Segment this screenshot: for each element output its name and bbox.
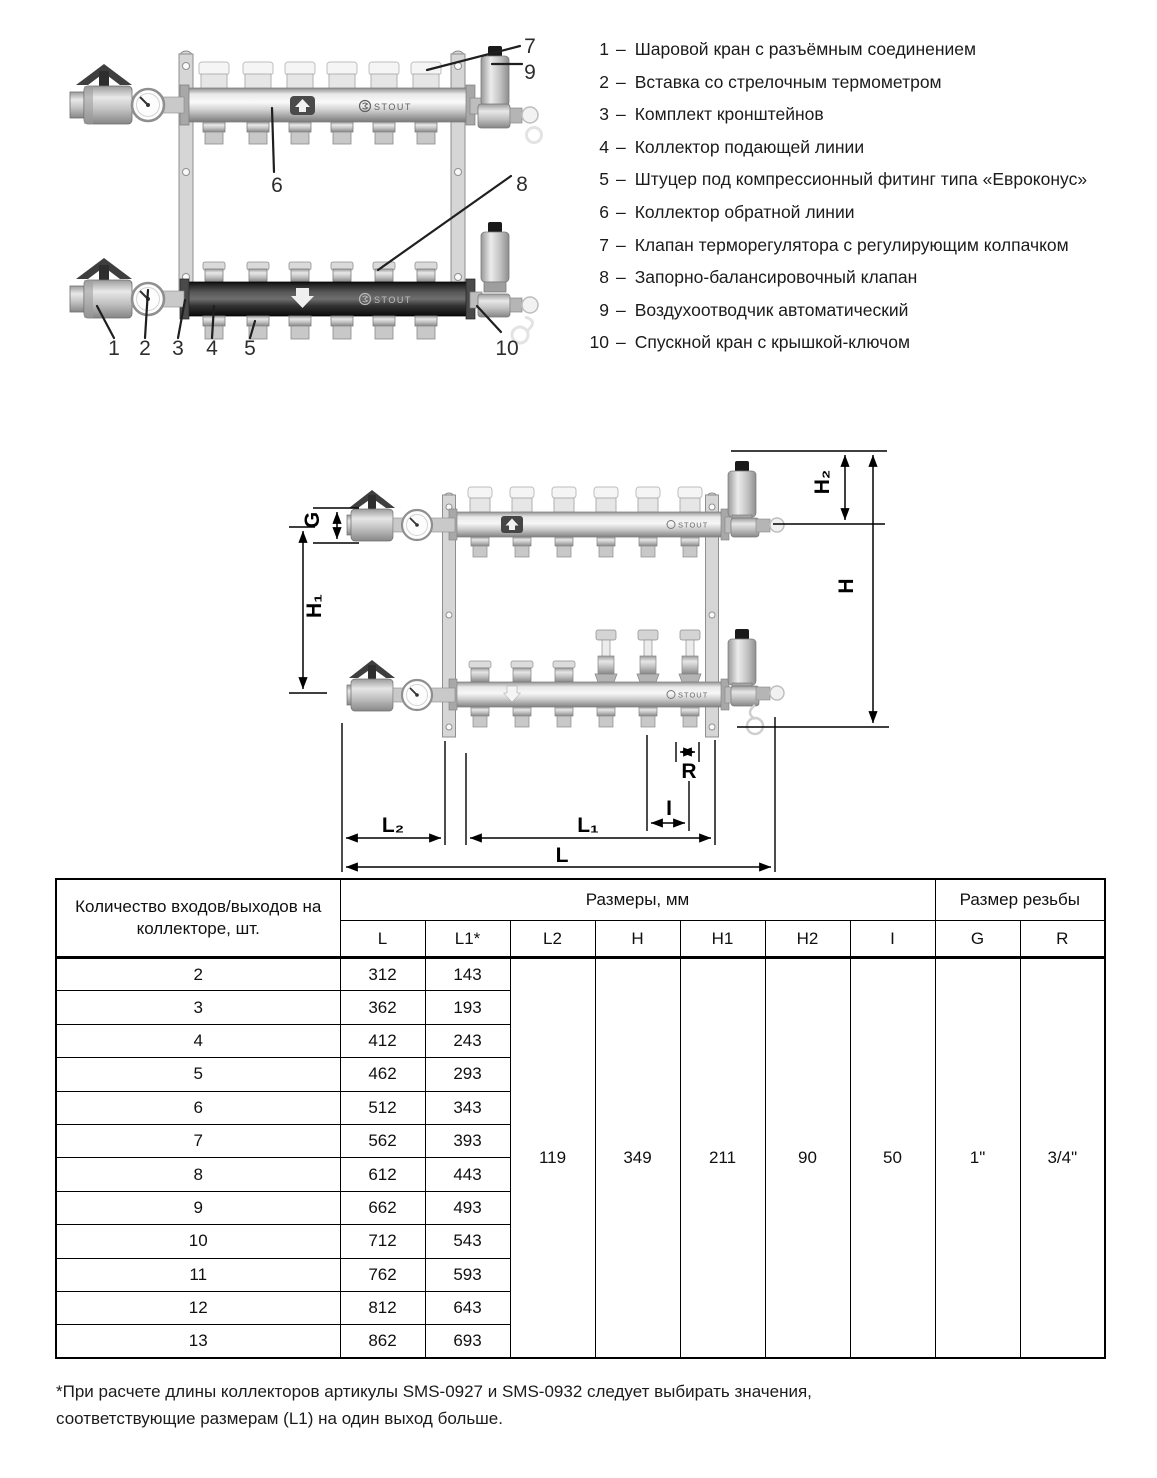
table-group-thread: Размер резьбы	[935, 879, 1105, 921]
cell-L: 712	[340, 1225, 425, 1258]
callout-5: 5	[244, 337, 256, 360]
cell-L1: 193	[425, 991, 510, 1024]
legend-list	[585, 33, 1150, 359]
cell-L1: 243	[425, 1024, 510, 1057]
cell-L: 562	[340, 1124, 425, 1157]
drawing-bottom-bar	[449, 630, 729, 727]
table-subcol-header: H2	[765, 921, 850, 958]
cell-L: 462	[340, 1058, 425, 1091]
cell-L1: 343	[425, 1091, 510, 1124]
legend-item-dash: –	[616, 71, 626, 92]
ball-valve-bottom	[70, 258, 184, 318]
table-subcol-header: L2	[510, 921, 595, 958]
cell-merged-R: 3/4"	[1020, 958, 1105, 1359]
legend-item-dash: –	[616, 39, 626, 59]
callout-8: 8	[516, 173, 528, 196]
drawing-brand-bottom: STOUT	[678, 690, 709, 700]
legend-item-number: 9	[599, 299, 609, 320]
legend-item-number: 8	[599, 267, 609, 288]
drawing-vent-top	[725, 461, 784, 537]
table-subcol-header: I	[850, 921, 935, 958]
cell-count: 10	[56, 1225, 340, 1258]
table-subcol-header: R	[1020, 921, 1105, 958]
drawing-top-bar	[449, 487, 729, 557]
cell-count: 2	[56, 958, 340, 991]
ball-valve-top	[70, 64, 184, 124]
legend-item	[585, 326, 1150, 359]
cell-merged-H1: 211	[680, 958, 765, 1359]
cell-L: 412	[340, 1024, 425, 1057]
callout-9: 9	[524, 61, 536, 84]
legend-item-text: Воздухоотводчик автоматический	[634, 299, 909, 320]
dim-label-R: R	[681, 760, 697, 783]
dim-label-L: L	[555, 844, 569, 867]
legend-item	[585, 66, 1150, 99]
dim-label-H: H	[835, 578, 858, 594]
cell-L1: 443	[425, 1158, 510, 1191]
legend-item-text: Шаровой кран с разъёмным соединением	[634, 39, 977, 59]
footnote	[56, 1378, 812, 1432]
legend-item	[585, 131, 1150, 164]
footnote-line1: *При расчете длины коллекторов артикулы SMS-0927 и SMS-0932 следует выбирать значения,	[56, 1382, 812, 1401]
cell-L1: 393	[425, 1124, 510, 1157]
cell-merged-L2: 119	[510, 958, 595, 1359]
callout-2: 2	[139, 337, 151, 360]
cell-L: 512	[340, 1091, 425, 1124]
brand-text-top: STOUT	[374, 102, 412, 112]
legend-item-text: Спускной кран с крышкой-ключом	[634, 332, 910, 353]
cell-L1: 643	[425, 1291, 510, 1324]
drawing-valve-top	[347, 490, 455, 541]
legend-item-dash: –	[616, 332, 626, 353]
cell-L: 362	[340, 991, 425, 1024]
cell-count: 3	[56, 991, 340, 1024]
legend-item-text: Коллектор обратной линии	[634, 201, 855, 222]
cell-count: 8	[56, 1158, 340, 1191]
legend-item-text: Клапан терморегулятора с регулирующим колпачком	[634, 234, 1069, 255]
dim-label-H2: H₂	[811, 469, 834, 495]
table-body	[56, 958, 1105, 1359]
cell-merged-G: 1"	[935, 958, 1020, 1359]
legend-item-number: 3	[599, 104, 609, 125]
dim-label-H1: H₁	[303, 594, 326, 618]
legend-item-dash: –	[616, 201, 626, 222]
callout-10: 10	[495, 337, 519, 360]
cell-L: 762	[340, 1258, 425, 1291]
legend-item	[585, 261, 1150, 294]
legend-item-number: 5	[599, 169, 609, 190]
cell-L1: 693	[425, 1325, 510, 1358]
dim-label-G: G	[301, 511, 324, 529]
cell-merged-H2: 90	[765, 958, 850, 1359]
legend-item	[585, 229, 1150, 262]
dim-label-I: I	[666, 797, 672, 820]
callout-6: 6	[271, 174, 283, 197]
cell-count: 5	[56, 1058, 340, 1091]
table-subcol-header: L	[340, 921, 425, 958]
legend-item	[585, 98, 1150, 131]
cell-L1: 143	[425, 958, 510, 991]
legend-item-dash: –	[616, 267, 626, 288]
legend-item-number: 6	[599, 201, 609, 222]
legend-item-dash: –	[616, 136, 626, 157]
cell-merged-H: 349	[595, 958, 680, 1359]
table-subcol-header: L1*	[425, 921, 510, 958]
drawing-valve-bottom	[347, 660, 455, 711]
table-row	[56, 958, 1105, 991]
table-subcol-header: G	[935, 921, 1020, 958]
cell-L1: 293	[425, 1058, 510, 1091]
supply-manifold-bar	[180, 262, 475, 339]
legend-item-text: Штуцер под компрессионный фитинг типа «Евроконус»	[634, 169, 1088, 190]
legend-item-number: 1	[599, 39, 609, 59]
legend-item-text: Коллектор подающей линии	[634, 136, 865, 157]
legend-item-number: 7	[599, 234, 609, 255]
cell-count: 7	[56, 1124, 340, 1157]
legend-item-text: Запорно-балансировочный клапан	[634, 267, 918, 288]
cell-count: 9	[56, 1191, 340, 1224]
cell-merged-I: 50	[850, 958, 935, 1359]
dim-label-L2: L₂	[381, 814, 405, 837]
cell-count: 12	[56, 1291, 340, 1324]
legend-item-dash: –	[616, 169, 626, 190]
legend-item-number: 2	[599, 71, 609, 92]
cell-L: 662	[340, 1191, 425, 1224]
cell-count: 13	[56, 1325, 340, 1358]
brand-text-bottom: STOUT	[374, 295, 412, 305]
return-manifold-bar	[180, 62, 475, 144]
table-subcol-header: H1	[680, 921, 765, 958]
drawing-up-arrow-icon	[501, 516, 523, 533]
legend-item-dash: –	[616, 104, 626, 125]
cell-count: 11	[56, 1258, 340, 1291]
legend-item	[585, 196, 1150, 229]
table-subcol-header: H	[595, 921, 680, 958]
legend-item-number: 4	[599, 136, 609, 157]
drawing-brand-top: STOUT	[678, 520, 709, 530]
dimension-drawing	[285, 435, 905, 877]
drain-valve-bottom	[470, 222, 538, 343]
flow-direction-up-icon	[290, 96, 315, 115]
footnote-line2: соответствующие размерам (L1) на один выход больше.	[56, 1409, 503, 1428]
callout-7: 7	[524, 35, 536, 58]
cell-L: 862	[340, 1325, 425, 1358]
callout-4: 4	[206, 337, 218, 360]
legend-item-dash: –	[616, 299, 626, 320]
cell-L: 612	[340, 1158, 425, 1191]
legend-item-text: Комплект кронштейнов	[634, 104, 824, 125]
bracket-right	[451, 51, 465, 292]
legend-item-text: Вставка со стрелочным термометром	[634, 71, 942, 92]
legend-item	[585, 163, 1150, 196]
cell-L1: 493	[425, 1191, 510, 1224]
dimensions-table	[55, 878, 1106, 1359]
legend-item-dash: –	[616, 234, 626, 255]
dim-label-L1: L₁	[577, 814, 599, 837]
cell-L1: 593	[425, 1258, 510, 1291]
cell-L: 312	[340, 958, 425, 991]
callout-3: 3	[172, 337, 184, 360]
table-group-sizes: Размеры, мм	[340, 879, 935, 921]
cell-L: 812	[340, 1291, 425, 1324]
legend-item-number: 10	[589, 332, 609, 353]
table-header-count: Количество входов/выходов на коллекторе, шт.	[56, 879, 340, 958]
legend-item	[585, 294, 1150, 327]
callout-1: 1	[108, 337, 120, 360]
cell-count: 4	[56, 1024, 340, 1057]
cell-count: 6	[56, 1091, 340, 1124]
legend-item	[585, 33, 1150, 66]
manifold-photo	[68, 22, 568, 367]
cell-L1: 543	[425, 1225, 510, 1258]
